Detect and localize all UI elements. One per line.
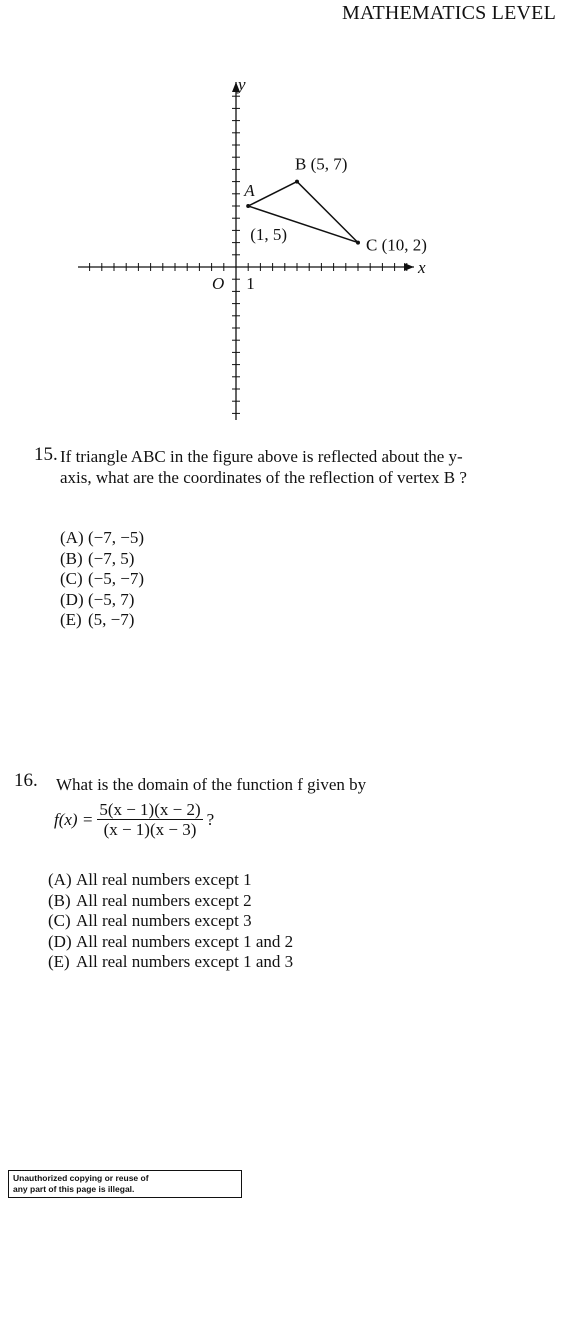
unit-label: 1	[246, 274, 255, 293]
choice-c[interactable]: (C) All real numbers except 3	[48, 911, 252, 930]
formula-question-mark: ?	[206, 809, 215, 829]
stamp-line-2: any part of this page is illegal.	[13, 1184, 135, 1194]
axis-ticks	[90, 96, 407, 413]
question-stem: What is the domain of the function f given by	[56, 775, 367, 794]
formula-fraction	[97, 800, 202, 839]
vertex-a-name: A	[244, 181, 255, 200]
choice-d[interactable]: (D) All real numbers except 1 and 2	[48, 931, 294, 951]
answer-choices	[48, 870, 293, 973]
choice-e[interactable]: (E) (5, −7)	[60, 610, 135, 629]
vertex-c	[356, 241, 360, 245]
formula-denominator: (x − 1)(x − 3)	[103, 820, 197, 839]
choice-d[interactable]: (D) (−5, 7)	[60, 589, 135, 609]
coordinate-figure	[0, 60, 568, 430]
origin-label: O	[212, 274, 225, 293]
vertex-a-coords: (1, 5)	[250, 225, 288, 244]
choice-a[interactable]: (A) All real numbers except 1	[48, 870, 252, 889]
vertex-b	[295, 180, 299, 184]
question-number: 15.	[34, 444, 58, 465]
choice-b[interactable]: (B) (−7, 5)	[60, 548, 135, 568]
vertex-a	[246, 204, 250, 208]
copyright-stamp	[8, 1170, 242, 1198]
function-formula	[54, 800, 214, 839]
question-stem: If triangle ABC in the figure above is reflected about the y-axis, what are the coordinates of the reflection of vertex B ?	[60, 447, 467, 487]
stamp-line-1: Unauthorized copying or reuse of	[13, 1173, 149, 1183]
question-number: 16.	[14, 770, 38, 791]
figure-labels	[212, 75, 427, 293]
x-axis-label: x	[418, 258, 426, 277]
axes	[78, 82, 414, 420]
formula-lhs: f(x) =	[54, 809, 94, 829]
choice-e[interactable]: (E) All real numbers except 1 and 3	[48, 952, 294, 971]
answer-choices	[60, 528, 144, 631]
formula-numerator: 5(x − 1)(x − 2)	[99, 800, 201, 819]
vertex-b-label: B (5, 7)	[295, 154, 348, 174]
choice-b[interactable]: (B) All real numbers except 2	[48, 890, 252, 910]
vertex-c-label: C (10, 2)	[366, 235, 427, 255]
x-axis-arrow	[404, 263, 414, 271]
y-axis-label: y	[238, 75, 246, 94]
choice-c[interactable]: (C) (−5, −7)	[60, 569, 144, 588]
choice-a[interactable]: (A) (−7, −5)	[60, 528, 144, 547]
page-header: MATHEMATICS LEVEL	[342, 2, 556, 24]
